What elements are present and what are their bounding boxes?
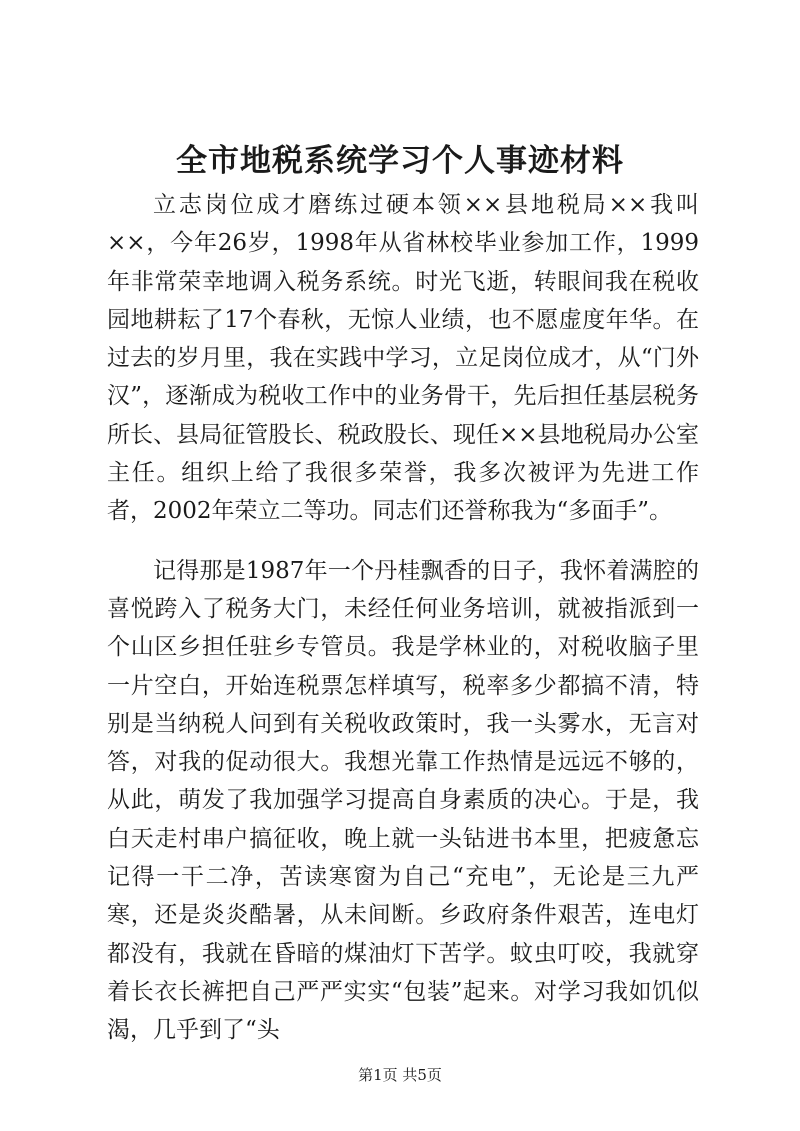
document-title: 全市地税系统学习个人事迹材料 — [176, 143, 624, 179]
paragraph-1: 立志岗位成才磨练过硬本领××县地税局××我叫××，今年26岁，1998年从省林校毕业参加工作，1999年非常荣幸地调入税务系统。时光飞逝，转眼间我在税收园地耕耘了17个春秋，无惊人业绩，也不愿虚度年华。在过去的岁月里，我在实践中学习，立足岗位成才，从“门外汉”，逐渐成为税收工作中的业务骨干，先后担任基层税务所长、县局征管股长、税政股长、现任××县地税局办公室主任。组织上给了我很多荣誉，我多次被评为先进工作者，2002年荣立二等功。同志们还誉称我为“多面手”。 — [107, 192, 699, 525]
document-body — [107, 186, 699, 1050]
paragraph-2: 记得那是1987年一个丹桂飘香的日子，我怀着满腔的喜悦跨入了税务大门，未经任何业务培训，就被指派到一个山区乡担任驻乡专管员。我是学林业的，对税收脑子里一片空白，开始连税票怎样填写，税率多少都搞不清，特别是当纳税人问到有关税收政策时，我一头雾水，无言对答，对我的促动很大。我想光靠工作热情是远远不够的，从此，萌发了我加强学习提高自身素质的决心。于是，我白天走村串户搞征收，晚上就一头钻进书本里，把疲惫忘记得一干二净，苦读寒窗为自己“充电”，无论是三九严寒，还是炎炎酷暑，从未间断。乡政府条件艰苦，连电灯都没有，我就在昏暗的煤油灯下苦学。蚊虫叮咬，我就穿着长衣长裤把自己严严实实“包装”起来。对学习我如饥似渴，几乎到了“头 — [107, 557, 699, 1044]
page-footer: 第1页 共5页 — [358, 1066, 442, 1084]
